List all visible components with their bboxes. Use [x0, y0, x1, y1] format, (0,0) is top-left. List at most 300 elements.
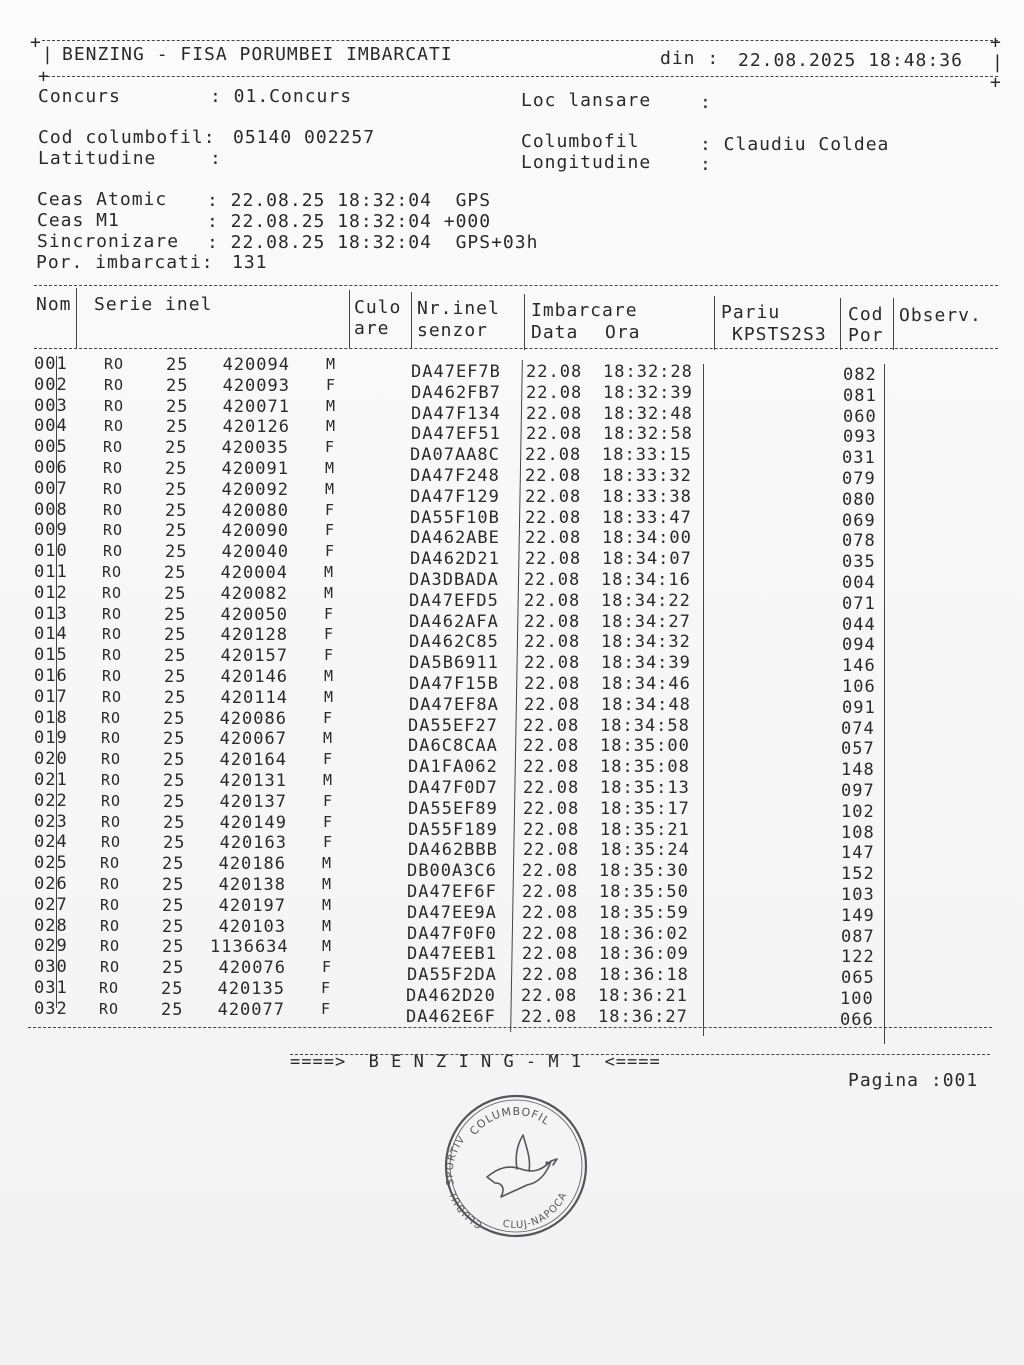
ring-year: 25 [162, 875, 185, 895]
boarding-date: 22.08 [524, 674, 581, 694]
svg-text:COLUMBOFIL [467, 1105, 553, 1138]
boarding-time: 18:36:09 [599, 944, 689, 965]
boarding-date: 22.08 [524, 590, 581, 611]
ring-year: 25 [164, 604, 187, 625]
cod-por: 081 [843, 385, 877, 406]
ceas-atomic-value: : 22.08.25 18:32:04 GPS [207, 190, 492, 211]
country-code: RO [101, 729, 122, 748]
ring-year: 25 [162, 958, 185, 979]
ring-year: 25 [163, 791, 186, 812]
cod-por: 146 [842, 656, 876, 677]
sex-code: F [323, 708, 334, 727]
sensor-id: DA462BBB [408, 840, 498, 861]
sex-code: M [322, 937, 333, 956]
row-number: 018 [34, 707, 68, 728]
boarding-date: 22.08 [525, 549, 582, 570]
col-header-cod: Cod [848, 304, 884, 325]
boarding-time: 18:34:39 [601, 653, 691, 674]
boarding-date: 22.08 [522, 944, 579, 965]
cod-por: 106 [842, 677, 876, 697]
sincronizare-value: : 22.08.25 18:32:04 GPS+03h [207, 232, 539, 253]
sensor-id: DA462FB7 [411, 382, 501, 403]
columbofil-value: : Claudiu Coldea [700, 134, 890, 155]
row-number: 015 [34, 645, 68, 666]
ring-year: 25 [163, 771, 186, 791]
cod-por: 093 [843, 427, 877, 448]
sex-code: M [325, 479, 336, 498]
sensor-id: DA47EE9A [407, 902, 497, 923]
sensor-id: DA462D21 [410, 549, 500, 570]
ring-year: 25 [163, 708, 186, 729]
boarding-date: 22.08 [526, 382, 583, 403]
header-bottom-rule [42, 76, 998, 77]
cod-por: 087 [841, 926, 875, 947]
boarding-date: 22.08 [522, 861, 579, 882]
ring-year: 25 [166, 396, 189, 417]
ring-year: 25 [164, 687, 187, 708]
boarding-time: 18:35:24 [600, 840, 690, 861]
country-code: RO [101, 708, 122, 727]
boarding-time: 18:32:48 [603, 403, 693, 424]
rule-corner: + [990, 72, 1002, 93]
cod-por: 091 [842, 697, 876, 718]
country-code: RO [102, 604, 123, 623]
ring-number: 420135 [217, 979, 285, 999]
ring-year: 25 [164, 583, 187, 604]
sex-code: F [325, 521, 336, 540]
boarding-time: 18:33:47 [602, 507, 692, 528]
header-bar: | [42, 44, 54, 65]
ring-number: 420004 [220, 563, 288, 583]
country-code: RO [103, 500, 124, 519]
ring-number: 420138 [218, 875, 286, 895]
sex-code: M [322, 854, 333, 873]
boarding-time: 18:35:17 [600, 798, 690, 819]
sensor-id: DA47F134 [411, 403, 501, 424]
ring-year: 25 [164, 667, 187, 687]
boarding-time: 18:35:13 [600, 778, 690, 798]
sex-code: F [324, 604, 335, 623]
boarding-time: 18:36:02 [599, 923, 689, 944]
ring-year: 25 [166, 355, 189, 375]
loc-lansare-value: : [700, 92, 712, 113]
country-code: RO [100, 916, 121, 935]
row-number: 006 [34, 458, 68, 478]
col-header-culoare-1: Culo [354, 297, 402, 318]
boarding-date: 22.08 [522, 882, 579, 902]
sex-code: M [326, 355, 337, 373]
sex-code: F [324, 646, 335, 665]
cod-por: 044 [842, 614, 876, 635]
boarding-time: 18:34:58 [600, 715, 690, 736]
row-number: 025 [34, 853, 68, 874]
country-code: RO [101, 750, 122, 769]
row-number: 030 [34, 957, 68, 978]
ring-number: 420080 [221, 500, 289, 521]
country-code: RO [100, 937, 121, 956]
boarding-date: 22.08 [523, 798, 580, 819]
row-number: 008 [34, 499, 68, 520]
concurs-label: Concurs [38, 86, 121, 107]
boarding-date: 22.08 [523, 757, 580, 778]
sex-code: F [321, 979, 332, 997]
ring-year: 25 [166, 417, 189, 438]
boarding-date: 22.08 [523, 736, 580, 757]
boarding-date: 22.08 [523, 840, 580, 861]
ring-year: 25 [162, 916, 185, 937]
ring-year: 25 [164, 625, 187, 646]
country-code: RO [101, 791, 122, 810]
boarding-date: 22.08 [525, 445, 582, 466]
boarding-date: 22.08 [526, 424, 583, 445]
ring-number: 420086 [219, 708, 287, 729]
ceas-m1-value: : 22.08.25 18:32:04 +000 [207, 211, 492, 232]
boarding-date: 22.08 [524, 570, 581, 590]
cod-por: 100 [840, 989, 874, 1009]
porumbei-imbarcati-label: Por. imbarcati: [36, 252, 214, 273]
latitudine-label: Latitudine [38, 148, 157, 169]
ring-number: 420137 [219, 791, 287, 812]
sex-code: F [323, 833, 334, 852]
sensor-id: DA47EF7B [411, 362, 501, 382]
boarding-date: 22.08 [525, 466, 582, 486]
din-label: din : [660, 48, 720, 69]
cod-por: 079 [842, 469, 876, 489]
boarding-time: 18:35:00 [600, 736, 690, 757]
ring-year: 25 [163, 729, 186, 750]
col-separator [714, 296, 715, 350]
sensor-id: DA47F15B [409, 674, 499, 694]
ring-number: 420092 [221, 479, 289, 500]
header-top-rule [42, 40, 998, 41]
boarding-time: 18:34:48 [601, 694, 691, 715]
sensor-id: DA5B6911 [409, 653, 499, 674]
cod-por: 078 [842, 531, 876, 552]
sensor-id: DA55F10B [410, 507, 500, 528]
country-code: RO [103, 521, 124, 540]
ring-year: 25 [162, 854, 185, 875]
ring-number: 420146 [220, 667, 288, 687]
sensor-id: DA47F0F0 [407, 923, 497, 944]
country-code: RO [99, 979, 120, 997]
sex-code: M [323, 729, 334, 748]
boarding-date: 22.08 [524, 611, 581, 632]
row-number: 003 [34, 395, 68, 416]
col-header-por: Por [848, 325, 884, 346]
boarding-time: 18:34:32 [601, 632, 691, 653]
row-number: 012 [34, 582, 68, 603]
country-code: RO [104, 417, 125, 436]
stamp-text-left: CLUBUL SPORTIV [444, 1133, 485, 1231]
boarding-time: 18:34:00 [602, 528, 692, 549]
col-header-culoare-2: are [354, 318, 390, 339]
ring-number: 420164 [219, 750, 287, 771]
col-separator [411, 292, 412, 348]
sensor-id: DB00A3C6 [407, 861, 497, 882]
sex-code: M [322, 875, 333, 893]
boarding-time: 18:35:30 [599, 861, 689, 882]
sensor-id: DA462ABE [410, 528, 500, 549]
country-code: RO [103, 459, 124, 477]
row-number: 028 [34, 915, 68, 936]
cod-por: 069 [842, 510, 876, 531]
row-number: 019 [34, 728, 68, 749]
boarding-time: 18:34:46 [601, 674, 691, 694]
sex-code: F [324, 625, 335, 644]
document-title: BENZING - FISA PORUMBEI IMBARCATI [62, 44, 453, 65]
cod-por: 065 [841, 968, 875, 989]
ring-number: 420094 [222, 355, 290, 375]
row-number: 029 [34, 936, 68, 957]
ring-year: 25 [162, 937, 185, 958]
ring-number: 420035 [221, 438, 289, 459]
col-header-ora: Ora [605, 322, 641, 343]
sex-code: M [322, 895, 333, 914]
country-code: RO [103, 438, 124, 457]
sex-code: M [322, 916, 333, 935]
sensor-id: DA6C8CAA [408, 736, 498, 757]
row-number: 020 [34, 749, 68, 770]
cod-por: 066 [840, 1009, 874, 1030]
boarding-time: 18:33:38 [602, 486, 692, 507]
country-code: RO [102, 646, 123, 665]
ring-number: 420050 [220, 604, 288, 625]
boarding-date: 22.08 [523, 778, 580, 798]
row-number: 024 [34, 832, 68, 853]
col-header-data: Data [531, 322, 579, 343]
cod-por: 057 [841, 739, 875, 760]
club-stamp [443, 1093, 589, 1239]
cod-por: 097 [841, 781, 875, 801]
col-separator [76, 288, 77, 348]
concurs-value: : 01.Concurs [210, 86, 353, 107]
ring-year: 25 [165, 500, 188, 521]
cod-por: 082 [843, 365, 877, 385]
latitudine-value: : [210, 148, 222, 169]
country-code: RO [100, 958, 121, 977]
cod-por: 152 [841, 864, 875, 885]
cod-por: 094 [842, 635, 876, 656]
country-code: RO [100, 854, 121, 873]
sensor-id: DA462AFA [409, 611, 499, 632]
ring-number: 1136634 [210, 937, 289, 958]
ring-number: 420131 [219, 771, 287, 791]
boarding-time: 18:36:18 [599, 965, 689, 986]
boarding-time: 18:33:15 [602, 445, 692, 466]
boarding-date: 22.08 [526, 362, 583, 382]
ring-number: 420090 [221, 521, 289, 542]
cod-por: 080 [842, 489, 876, 510]
row-number: 010 [34, 541, 68, 562]
row-number: 002 [34, 374, 68, 395]
row-number: 027 [34, 894, 68, 915]
ring-year: 25 [166, 375, 189, 396]
sensor-id: DA462D20 [406, 986, 496, 1006]
sex-code: M [326, 396, 337, 415]
row-number: 014 [34, 624, 68, 645]
table-header-rule [34, 348, 998, 349]
country-code: RO [101, 833, 122, 852]
col-separator [524, 294, 525, 350]
boarding-date: 22.08 [522, 923, 579, 944]
row-number: 023 [34, 811, 68, 832]
row-number: 017 [34, 686, 68, 707]
longitudine-label: Longitudine [521, 152, 652, 173]
rule-corner: + [990, 32, 1002, 53]
boarding-date: 22.08 [522, 965, 579, 986]
boarding-date: 22.08 [522, 902, 579, 923]
sensor-id: DA07AA8C [410, 445, 500, 466]
sensor-id: DA47EF6F [407, 882, 497, 902]
svg-text:CLUJ-NAPOCA [502, 1190, 570, 1231]
sex-code: M [324, 687, 335, 706]
sex-code: M [324, 563, 335, 581]
boarding-date: 22.08 [525, 528, 582, 549]
country-code: RO [103, 479, 124, 498]
ring-number: 420067 [219, 729, 287, 750]
col-separator [349, 290, 350, 348]
ceas-atomic-label: Ceas Atomic [37, 189, 168, 210]
country-code: RO [103, 542, 124, 561]
ring-year: 25 [165, 438, 188, 459]
country-code: RO [99, 999, 120, 1018]
row-number: 013 [34, 603, 68, 624]
row-number: 021 [34, 770, 68, 790]
country-code: RO [102, 687, 123, 706]
sensor-id: DA1FA062 [408, 757, 498, 778]
country-code: RO [101, 812, 122, 831]
cod-por: 031 [842, 448, 876, 469]
page-number: Pagina :001 [848, 1070, 979, 1091]
country-code: RO [101, 771, 122, 789]
ring-number: 420082 [220, 583, 288, 604]
boarding-time: 18:35:50 [599, 882, 689, 902]
boarding-time: 18:34:22 [601, 590, 691, 611]
col-header-nrinel-2: senzor [417, 320, 489, 341]
sensor-id: DA55EF27 [408, 715, 498, 736]
row-number: 005 [34, 437, 68, 458]
row-number: 001 [34, 354, 68, 374]
cod-columbofil-label: Cod columbofil: [38, 127, 216, 148]
boarding-time: 18:35:08 [600, 757, 690, 778]
row-number: 026 [34, 874, 68, 894]
boarding-time: 18:36:27 [598, 1006, 688, 1027]
stamp-text-top: COLUMBOFIL [467, 1104, 553, 1138]
country-code: RO [102, 583, 123, 602]
ring-year: 25 [163, 750, 186, 771]
cod-por: 122 [841, 947, 875, 968]
cod-por: 035 [842, 552, 876, 573]
boarding-date: 22.08 [521, 1006, 578, 1027]
boarding-time: 18:35:59 [599, 902, 689, 923]
sensor-id: DA47EF8A [409, 694, 499, 715]
ring-number: 420163 [219, 833, 287, 854]
sincronizare-label: Sincronizare [37, 231, 180, 252]
ring-year: 25 [165, 459, 188, 479]
sensor-id: DA462C85 [409, 632, 499, 653]
col-header-nrinel-1: Nr.inel [417, 298, 500, 319]
sex-code: M [326, 417, 337, 436]
sensor-id: DA47F0D7 [408, 778, 498, 798]
col-separator [893, 298, 894, 350]
row-number: 007 [34, 478, 68, 499]
sensor-id: DA47EEB1 [407, 944, 497, 965]
ceas-m1-label: Ceas M1 [37, 210, 120, 231]
sex-code: F [325, 500, 336, 519]
sex-code: F [323, 791, 334, 810]
ring-year: 25 [164, 646, 187, 667]
sensor-id: DA55F189 [408, 819, 498, 840]
col-header-nom: Nom [36, 294, 72, 315]
header-bar: | [992, 52, 1004, 73]
boarding-time: 18:34:27 [601, 611, 691, 632]
cod-por: 060 [843, 406, 877, 427]
footer-banner: ====> B E N Z I N G - M 1 <==== [290, 1052, 661, 1072]
cod-por: 102 [841, 801, 875, 822]
ring-year: 25 [163, 833, 186, 854]
sensor-id: DA47EFD5 [409, 590, 499, 611]
sex-code: M [324, 583, 335, 602]
cod-por: 148 [841, 760, 875, 781]
sensor-id: DA3DBADA [409, 570, 499, 590]
ring-year: 25 [165, 521, 188, 542]
boarding-time: 18:36:21 [598, 986, 688, 1006]
ring-number: 420197 [218, 895, 286, 916]
ring-year: 25 [165, 479, 188, 500]
cod-por: 071 [842, 593, 876, 614]
boarding-date: 22.08 [526, 403, 583, 424]
ring-number: 420093 [222, 375, 290, 396]
ring-year: 25 [163, 812, 186, 833]
cod-por: 147 [841, 843, 875, 864]
boarding-time: 18:34:07 [602, 549, 692, 570]
country-code: RO [102, 667, 123, 685]
ring-number: 420149 [219, 812, 287, 833]
sensor-id: DA47EF51 [411, 424, 501, 445]
porumbei-imbarcati-value: 131 [232, 252, 268, 273]
sex-code: F [321, 999, 332, 1018]
cod-por: 108 [841, 822, 875, 843]
country-code: RO [100, 895, 121, 914]
rule-corner: + [30, 32, 42, 53]
country-code: RO [102, 563, 123, 581]
col-header-imbarcare: Imbarcare [531, 300, 638, 321]
row-number: 004 [34, 416, 68, 437]
rule-corner: + [38, 66, 50, 87]
sex-code: F [326, 375, 337, 394]
sex-code: F [325, 542, 336, 561]
col-header-kpsts: KPSTS2S3 [732, 324, 827, 345]
boarding-time: 18:32:28 [603, 362, 693, 382]
ring-year: 25 [161, 999, 184, 1020]
sensor-id: DA462E6F [406, 1006, 496, 1027]
boarding-time: 18:35:21 [600, 819, 690, 840]
stamp-text-bottom: CLUJ-NAPOCA [501, 1190, 570, 1232]
sex-code: M [324, 667, 335, 685]
longitudine-value: : [700, 154, 712, 175]
sex-code: F [323, 750, 334, 769]
boarding-date: 22.08 [524, 694, 581, 715]
sensor-id: DA55F2DA [407, 965, 497, 986]
ring-number: 420186 [218, 854, 286, 875]
country-code: RO [104, 355, 125, 373]
sex-code: M [323, 771, 334, 789]
ring-number: 420077 [217, 999, 285, 1020]
sex-code: F [325, 438, 336, 457]
col-separator [840, 298, 841, 350]
boarding-date: 22.08 [525, 507, 582, 528]
boarding-date: 22.08 [524, 653, 581, 674]
